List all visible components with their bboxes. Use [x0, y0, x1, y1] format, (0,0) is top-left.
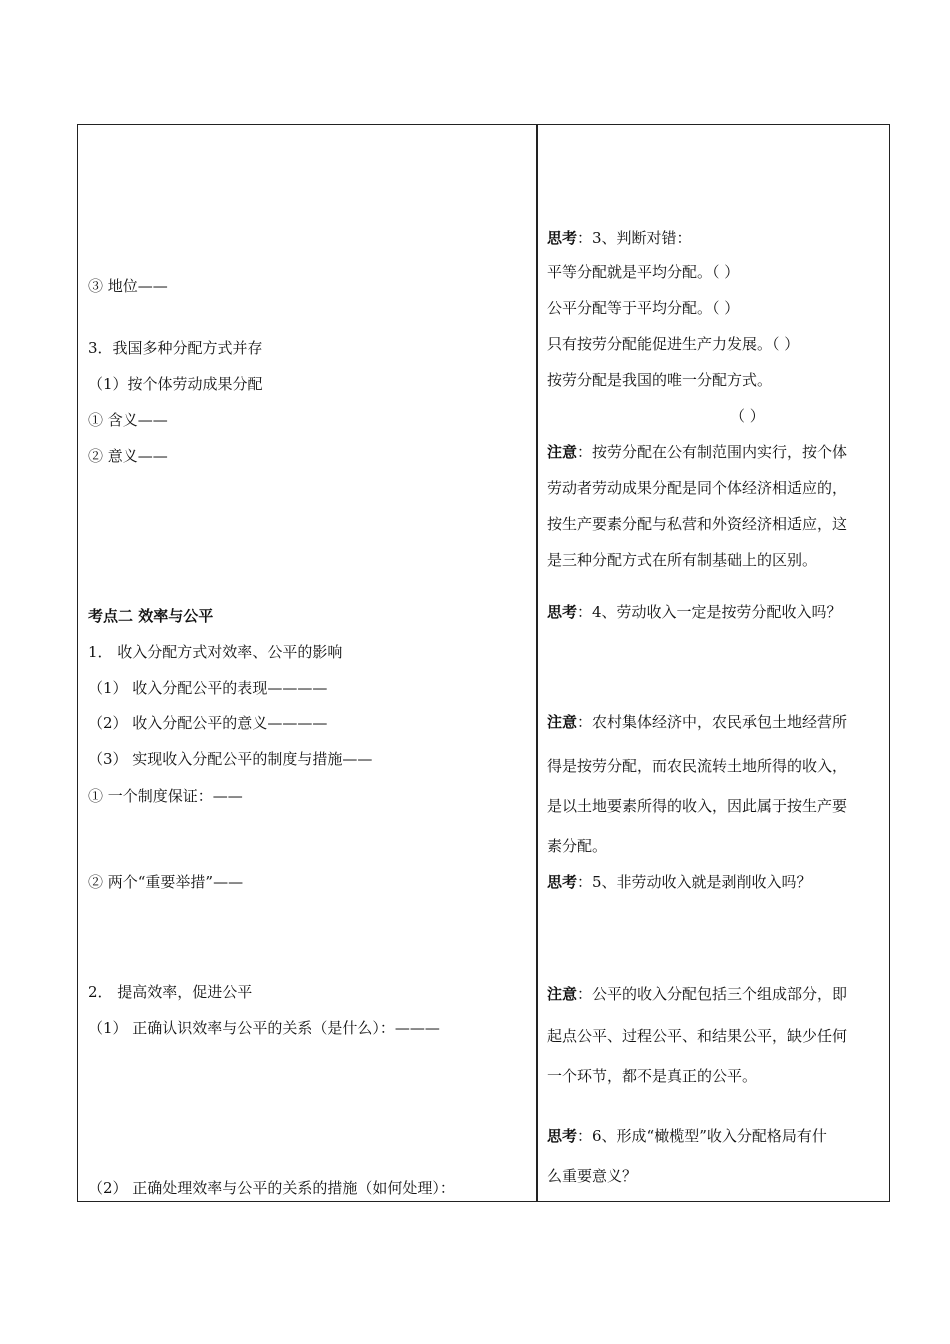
think-label: 思考 — [547, 873, 578, 891]
status-item: ③ 地位—— — [88, 277, 168, 295]
judge-item-2: 公平分配等于平均分配。（ ） — [547, 299, 740, 317]
note-label: 注意 — [547, 713, 578, 731]
note-1-line-1 — [547, 442, 847, 462]
think-6-line-1 — [547, 1126, 827, 1146]
note-label: 注意 — [547, 985, 578, 1003]
think-label: 思考 — [547, 229, 578, 247]
think-label: 思考 — [547, 1127, 578, 1145]
note-3-line-3: 一个环节，都不是真正的公平。 — [547, 1067, 758, 1085]
section-3-title: 3．我国多种分配方式并存 — [88, 339, 263, 357]
judge-item-1: 平等分配就是平均分配。（ ） — [547, 263, 740, 281]
measures-item: ② 两个“重要举措”—— — [88, 873, 244, 891]
point-2-item-1-2: （2） 收入分配公平的意义———— — [88, 714, 328, 732]
point-2-item-1-3: （3） 实现收入分配公平的制度与措施—— — [88, 750, 373, 768]
guarantee-item: ① 一个制度保证：—— — [88, 787, 243, 805]
judge-item-4-paren: （ ） — [730, 407, 765, 425]
think-5 — [547, 872, 812, 892]
point-2-item-2-1: （1） 正确认识效率与公平的关系（是什么）：——— — [88, 1019, 440, 1037]
think-text: ：4、劳动收入一定是按劳分配收入吗？ — [577, 603, 842, 621]
note-2-line-3: 是以土地要素所得的收入，因此属于按生产要 — [547, 797, 848, 815]
note-text: ：按劳分配在公有制范围内实行，按个体 — [577, 443, 848, 461]
note-text: ：农村集体经济中，农民承包土地经营所 — [577, 713, 848, 731]
think-4 — [547, 602, 842, 622]
section-3-sub1: （1）按个体劳动成果分配 — [88, 375, 263, 393]
think-3 — [547, 228, 692, 248]
significance-item: ② 意义—— — [88, 447, 168, 465]
note-2-line-1 — [547, 712, 847, 732]
note-2-line-4: 素分配。 — [547, 837, 608, 855]
note-1-line-3: 按生产要素分配与私营和外资经济相适应，这 — [547, 515, 848, 533]
think-text: ：5、非劳动收入就是剥削收入吗？ — [577, 873, 812, 891]
column-divider — [536, 124, 538, 1202]
think-text: ：3、判断对错： — [577, 229, 692, 247]
note-2-line-2: 得是按劳分配，而农民流转土地所得的收入， — [547, 757, 848, 775]
point-2-title: 考点二 效率与公平 — [88, 607, 214, 625]
point-2-item-2-2: （2） 正确处理效率与公平的关系的措施（如何处理）： — [88, 1179, 455, 1197]
judge-item-4: 按劳分配是我国的唯一分配方式。 — [547, 371, 773, 389]
note-3-line-2: 起点公平、过程公平、和结果公平，缺少任何 — [547, 1027, 848, 1045]
think-text: ：6、形成“橄榄型”收入分配格局有什 — [577, 1127, 827, 1145]
note-1-line-4: 是三种分配方式在所有制基础上的区别。 — [547, 551, 818, 569]
note-1-line-2: 劳动者劳动成果分配是同个体经济相适应的， — [547, 479, 848, 497]
note-text: ：公平的收入分配包括三个组成部分，即 — [577, 985, 848, 1003]
note-3-line-1 — [547, 984, 847, 1004]
point-2-item-1-1: （1） 收入分配公平的表现———— — [88, 679, 328, 697]
point-2-item-2: 2． 提高效率，促进公平 — [88, 983, 253, 1001]
point-2-item-1: 1． 收入分配方式对效率、公平的影响 — [88, 643, 343, 661]
judge-item-3: 只有按劳分配能促进生产力发展。（ ） — [547, 335, 800, 353]
meaning-item: ① 含义—— — [88, 411, 168, 429]
think-label: 思考 — [547, 603, 578, 621]
note-label: 注意 — [547, 443, 578, 461]
think-6-line-2: 么重要意义？ — [547, 1167, 638, 1185]
